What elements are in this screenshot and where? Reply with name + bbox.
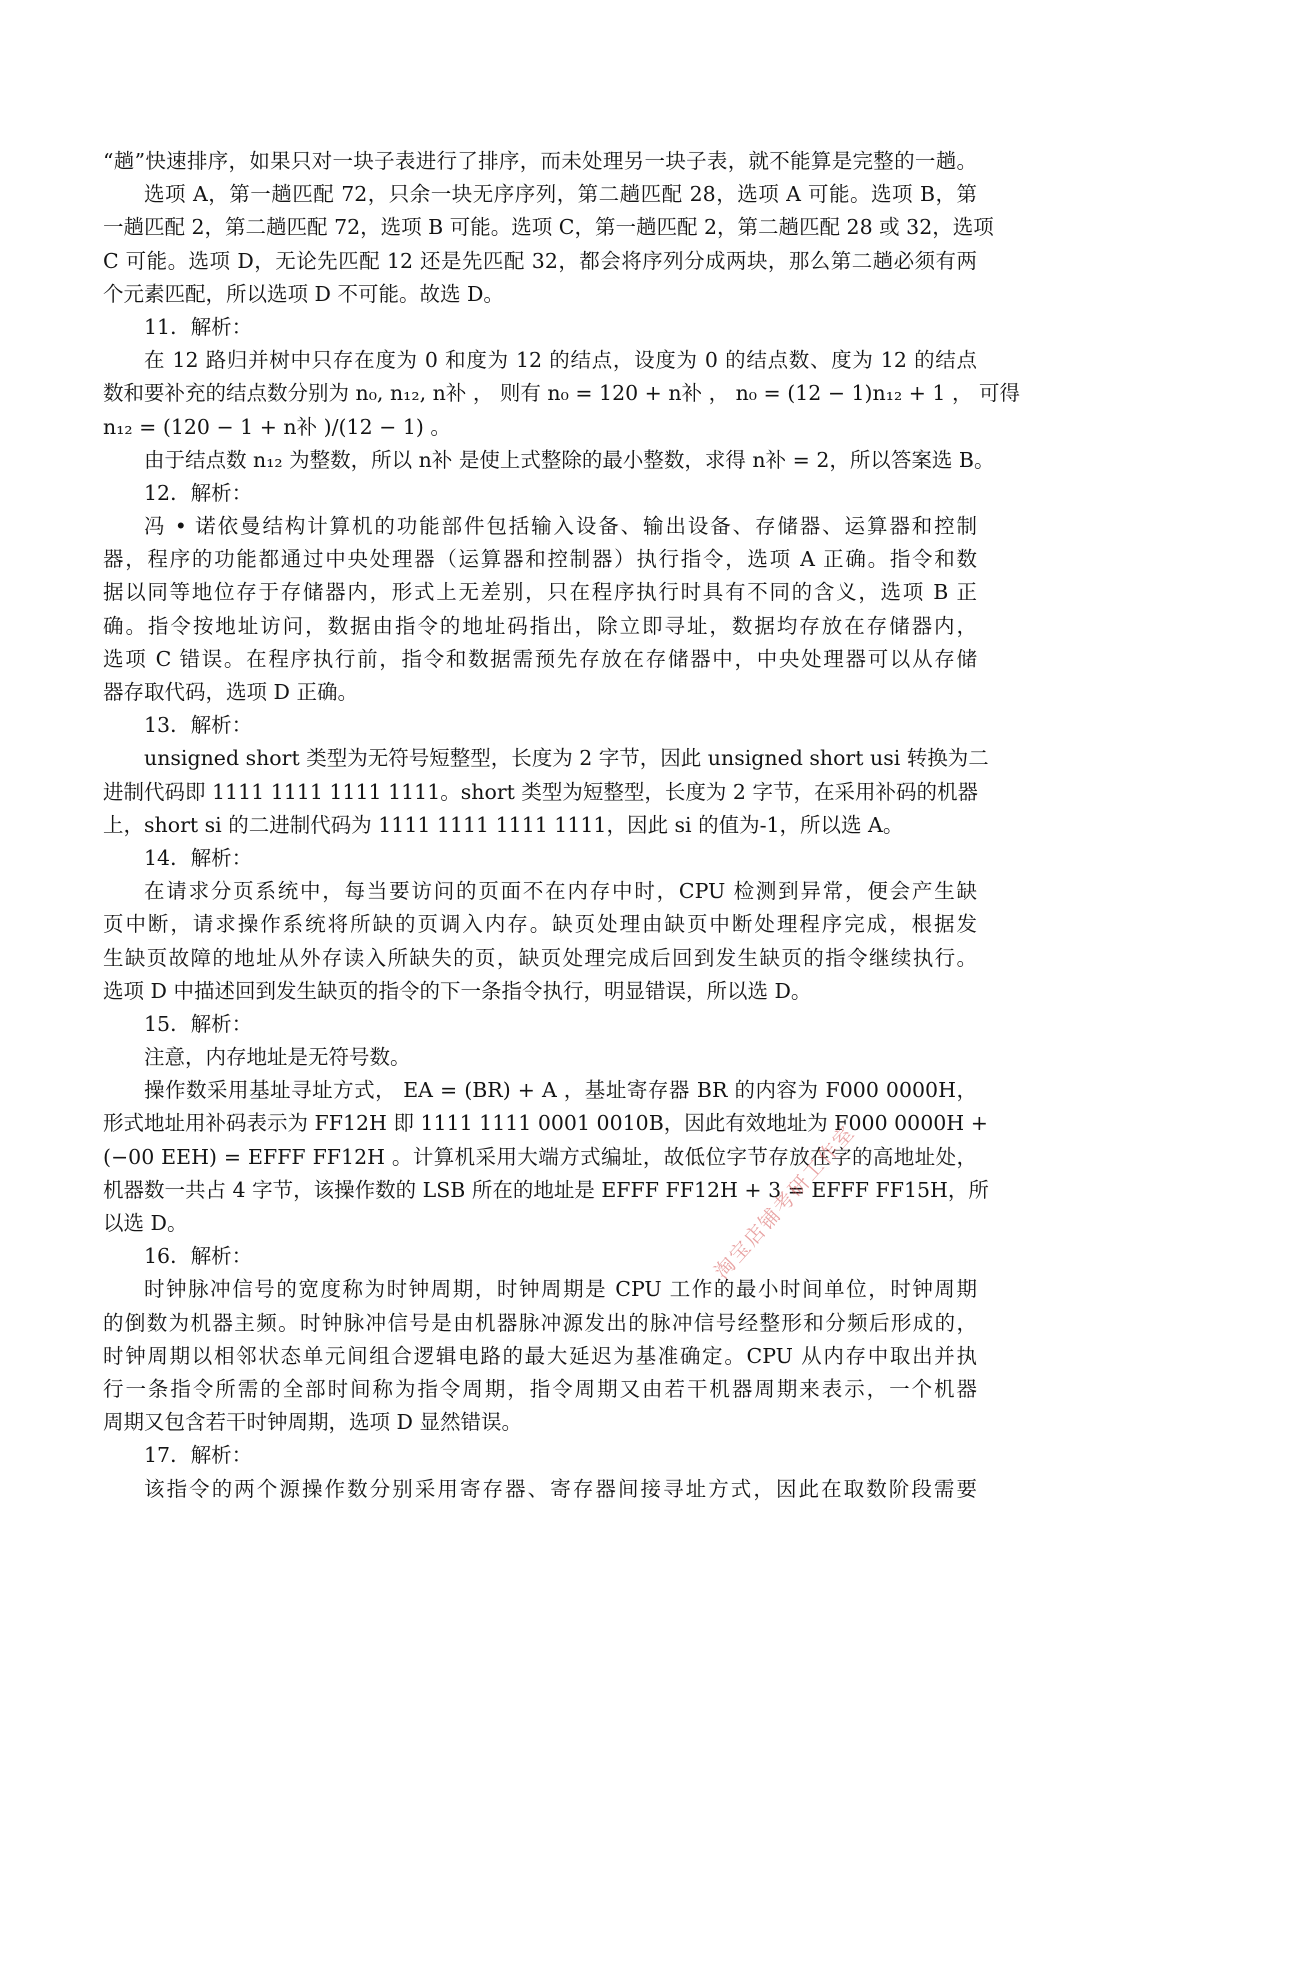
text-line: (−00 EEH) = EFFF FF12H 。计算机采用大端方式编址，故低位字节存放在字的高地址处，: [103, 1144, 977, 1169]
text-line: 该指令的两个源操作数分别采用寄存器、寄存器间接寻址方式，因此在取数阶段需要: [144, 1476, 977, 1501]
section-heading: 14．解析：: [144, 845, 253, 870]
text-line: 周期又包含若干时钟周期，选项 D 显然错误。: [103, 1410, 522, 1435]
text-line: “趟”快速排序，如果只对一块子表进行了排序，而未处理另一块子表，就不能算是完整的一趟。: [103, 149, 977, 173]
text-line: 注意，内存地址是无符号数。: [144, 1045, 411, 1070]
section-heading: 15．解析：: [144, 1011, 253, 1036]
text-line: 一趟匹配 2，第二趟匹配 72，选项 B 可能。选项 C，第一趟匹配 2，第二趟匹配 28 或 32，选项: [103, 215, 994, 240]
watermark-stamp: 淘宝店铺考研工作室: [709, 1120, 860, 1284]
text-line: 据以同等地位存于存储器内，形式上无差别，只在程序执行时具有不同的含义，选项 B 正: [103, 580, 977, 605]
text-line: 时钟周期以相邻状态单元间组合逻辑电路的最大延迟为基准确定。CPU 从内存中取出并执: [103, 1343, 977, 1368]
text-line: 时钟脉冲信号的宽度称为时钟周期，时钟周期是 CPU 工作的最小时间单位，时钟周期: [144, 1277, 977, 1302]
text-line: 生缺页故障的地址从外存读入所缺失的页，缺页处理完成后回到发生缺页的指令继续执行。: [103, 945, 977, 970]
text-line: n₁₂ = (120 − 1 + n补 )/(12 − 1) 。: [103, 414, 451, 439]
text-line: 确。指令按地址访问，数据由指令的地址码指出，除立即寻址，数据均存放在存储器内，: [103, 613, 977, 638]
text-line: 上，short si 的二进制代码为 1111 1111 1111 1111，因此 si 的值为-1，所以选 A。: [103, 812, 904, 837]
text-line: 数和要补充的结点数分别为 n₀, n₁₂, n补 ， 则有 n₀ = 120 + n补 ， n₀ = (12 − 1)n₁₂ + 1 ， 可得: [103, 381, 1020, 406]
text-line: 操作数采用基址寻址方式， EA = (BR) + A ，基址寄存器 BR 的内容为 F000 0000H，: [144, 1078, 977, 1103]
text-line: 页中断，请求操作系统将所缺的页调入内存。缺页处理由缺页中断处理程序完成，根据发: [103, 912, 977, 937]
text-line: 的倒数为机器主频。时钟脉冲信号是由机器脉冲源发出的脉冲信号经整形和分频后形成的，: [103, 1310, 977, 1335]
section-heading: 16．解析：: [144, 1244, 253, 1269]
text-line: 选项 D 中描述回到发生缺页的指令的下一条指令执行，明显错误，所以选 D。: [103, 978, 812, 1003]
text-line: 行一条指令所需的全部时间称为指令周期，指令周期又由若干机器周期来表示，一个机器: [103, 1376, 977, 1401]
text-line: 器存取代码，选项 D 正确。: [103, 680, 358, 704]
text-line: 冯 • 诺依曼结构计算机的功能部件包括输入设备、输出设备、存储器、运算器和控制: [144, 514, 977, 539]
text-line: 器，程序的功能都通过中央处理器（运算器和控制器）执行指令，选项 A 正确。指令和数: [103, 547, 977, 572]
text-line: 选项 A，第一趟匹配 72，只余一块无序序列，第二趟匹配 28，选项 A 可能。选项 B，第: [144, 182, 977, 207]
text-line: 个元素匹配，所以选项 D 不可能。故选 D。: [103, 281, 504, 306]
section-heading: 17．解析：: [144, 1443, 253, 1468]
text-line: C 可能。选项 D，无论先匹配 12 还是先匹配 32，都会将序列分成两块，那么第二趟必须有两: [103, 248, 977, 273]
section-heading: 13．解析：: [144, 713, 253, 738]
text-line: 形式地址用补码表示为 FF12H 即 1111 1111 0001 0010B，因此有效地址为 F000 0000H +: [103, 1111, 988, 1136]
text-line: unsigned short 类型为无符号短整型，长度为 2 字节，因此 unsigned short usi 转换为二: [144, 746, 989, 771]
section-heading: 11．解析：: [144, 314, 253, 339]
text-line: 在 12 路归并树中只存在度为 0 和度为 12 的结点，设度为 0 的结点数、度为 12 的结点: [144, 348, 977, 373]
text-line: 由于结点数 n₁₂ 为整数，所以 n补 是使上式整除的最小整数，求得 n补 = 2，所以答案选 B。: [144, 447, 995, 472]
document-page: [103, 145, 1020, 1506]
text-line: 机器数一共占 4 字节，该操作数的 LSB 所在的地址是 EFFF FF12H + 3 = EFFF FF15H，所: [103, 1177, 989, 1202]
text-line: 选项 C 错误。在程序执行前，指令和数据需预先存放在存储器中，中央处理器可以从存储: [103, 646, 977, 671]
text-line: 在请求分页系统中，每当要访问的页面不在内存中时，CPU 检测到异常，便会产生缺: [144, 879, 977, 904]
text-line: 进制代码即 1111 1111 1111 1111。short 类型为短整型，长度为 2 字节，在采用补码的机器: [103, 779, 978, 804]
text-line: 以选 D。: [103, 1211, 188, 1235]
section-heading: 12．解析：: [144, 480, 253, 505]
